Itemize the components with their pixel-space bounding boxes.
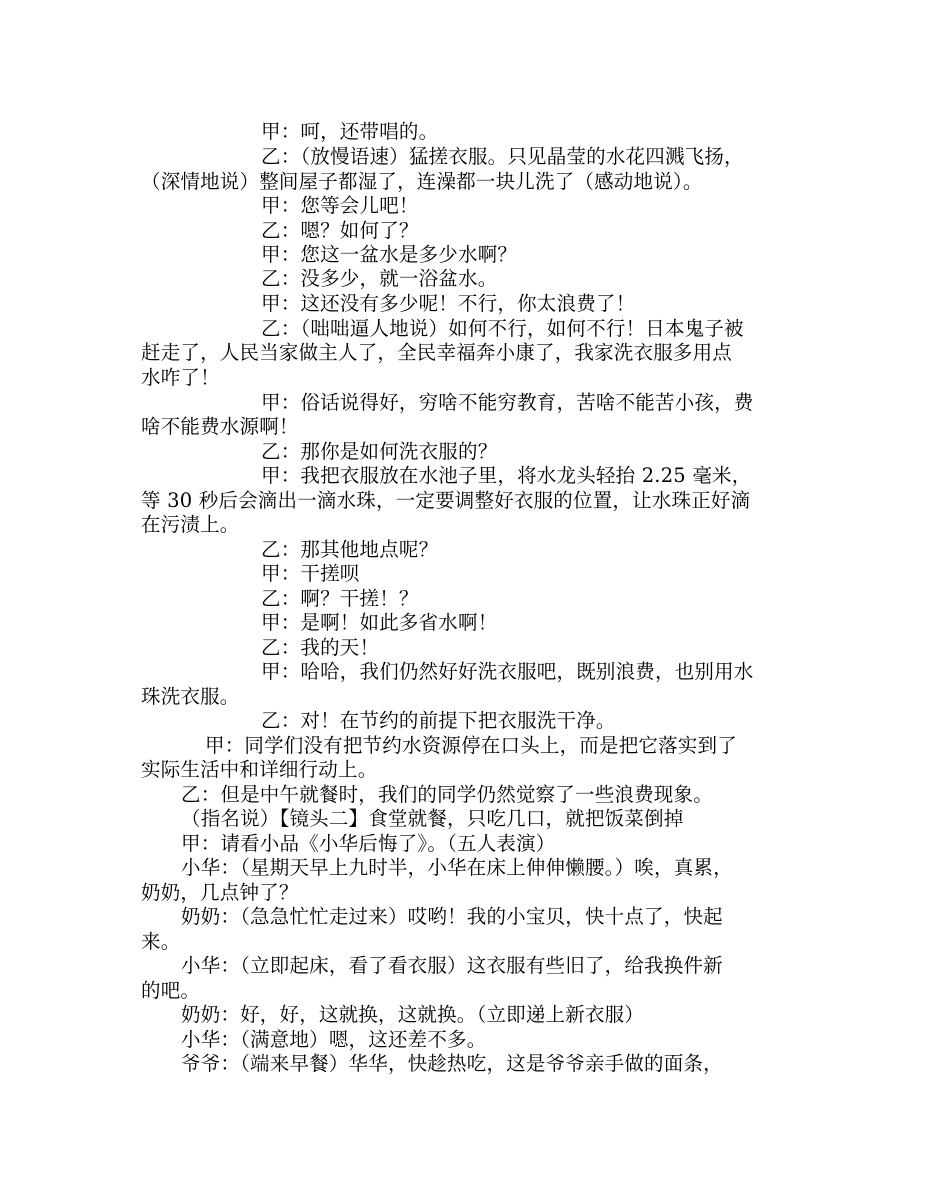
text-line: 乙：（咄咄逼人地说）如何不行，如何不行！日本鬼子被 — [261, 317, 744, 340]
text-line: 乙：但是中午就餐时，我们的同学仍然觉察了一些浪费现象。 — [181, 783, 713, 806]
text-line: 乙：（放慢语速）猛搓衣服。只见晶莹的水花四溅飞扬， — [261, 145, 744, 168]
text-line: 小华：（立即起床，看了看衣服）这衣服有些旧了，给我换件新 — [181, 954, 723, 977]
text-line: 甲：俗话说得好，穷啥不能穷教育，苦啥不能苦小孩，费 — [261, 391, 754, 414]
text-line: 甲：您这一盆水是多少水啊？ — [261, 243, 518, 266]
text-line: 爷爷：（端来早餐）华华，快趁热吃，这是爷爷亲手做的面条， — [181, 1052, 723, 1075]
text-line: 乙：嗯？如何了？ — [261, 219, 419, 242]
text-line: 小华：（星期天早上九时半，小华在床上伸伸懒腰。）唉，真累， — [181, 856, 733, 879]
text-line: 甲：您等会儿吧！ — [261, 194, 419, 217]
text-line: 甲：请看小品《小华后悔了》。（五人表演） — [181, 832, 556, 855]
text-line: （深情地说）整间屋子都湿了，连澡都一块儿洗了（感动地说）。 — [141, 170, 703, 193]
text-line: 来。 — [141, 930, 181, 953]
text-line: 水咋了！ — [141, 366, 220, 389]
text-line: （指名说）【镜头二】食堂就餐，只吃几口，就把饭菜倒掉 — [181, 807, 684, 830]
text-line: 乙：那其他地点呢？ — [261, 538, 439, 561]
text-line: 乙：没多少，就一浴盆水。 — [261, 267, 498, 290]
text-line: 等 30 秒后会滴出一滴水珠，一定要调整好衣服的位置，让水珠正好滴 — [141, 489, 751, 512]
text-line: 的吧。 — [141, 979, 201, 1002]
text-line: 甲：呵，还带唱的。 — [261, 120, 439, 143]
text-line: 乙：对！在节约的前提下把衣服洗干净。 — [261, 709, 616, 732]
text-line: 奶奶：（急急忙忙走过来）哎哟！我的小宝贝，快十点了，快起 — [181, 905, 723, 928]
text-line: 实际生活中和详细行动上。 — [141, 758, 378, 781]
text-line: 乙：啊？干搓！？ — [261, 587, 419, 610]
text-line: 甲：同学们没有把节约水资源停在口头上，而是把它落实到了 — [205, 734, 737, 757]
text-line: 在污渍上。 — [141, 513, 240, 536]
text-line: 甲：是啊！如此多省水啊！ — [261, 611, 498, 634]
text-line: 乙：我的天！ — [261, 636, 380, 659]
text-line: 甲：我把衣服放在水池子里，将水龙头轻抬 2.25 毫米， — [261, 464, 752, 487]
text-line: 甲：哈哈，我们仍然好好洗衣服吧，既别浪费，也别用水 — [261, 660, 754, 683]
text-line: 甲：这还没有多少呢！不行，你太浪费了！ — [261, 292, 636, 315]
text-line: 奶奶，几点钟了？ — [141, 881, 299, 904]
text-line: 奶奶：好，好，这就换，这就换。（立即递上新衣服） — [181, 1003, 645, 1026]
text-line: 甲：干搓呗 — [261, 562, 360, 585]
text-line: 珠洗衣服。 — [141, 685, 240, 708]
text-line: 小华：（满意地）嗯，这还差不多。 — [181, 1028, 487, 1051]
text-line: 乙：那你是如何洗衣服的？ — [261, 440, 498, 463]
text-line: 赶走了，人民当家做主人了，全民幸福奔小康了，我家洗衣服多用点 — [141, 341, 733, 364]
text-line: 啥不能费水源啊！ — [141, 415, 299, 438]
